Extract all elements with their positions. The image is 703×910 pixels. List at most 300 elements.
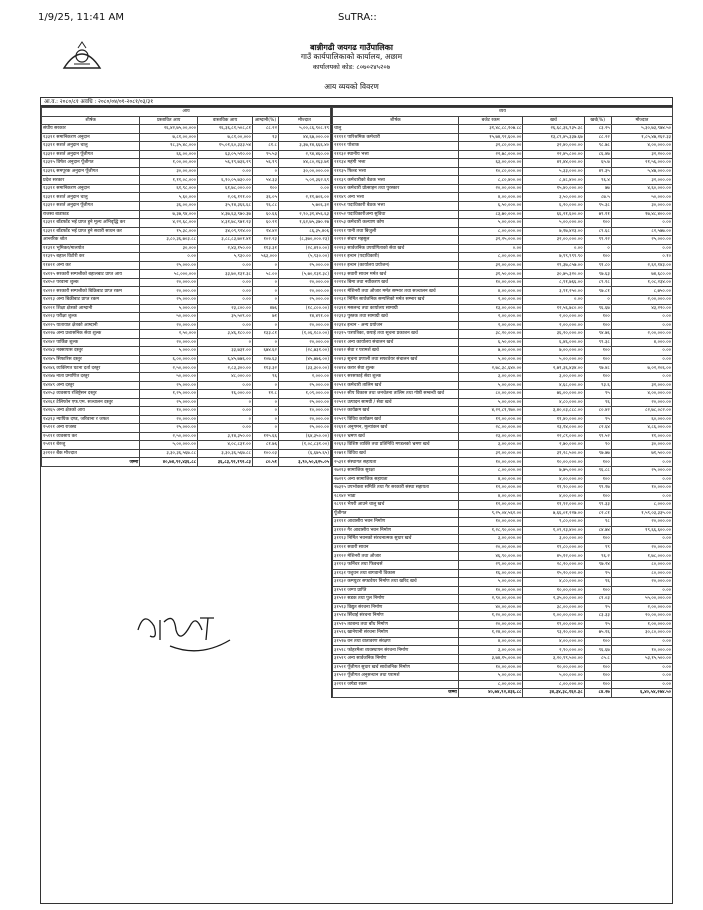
row-value: ९६.६७ (584, 646, 611, 655)
row-value: २,०६,१२१.०० (198, 193, 253, 202)
row-title: ३११२२ मेशिनरी तथा औजार (333, 552, 459, 561)
table-row (333, 364, 673, 373)
row-value: २,००,०००.०० (458, 313, 523, 322)
row-value: १२,५६,७८०.०० (523, 304, 584, 313)
row-value: २,५०,०००.०० (140, 432, 198, 441)
table-row (333, 518, 673, 527)
row-value: ८२.८१ (584, 509, 611, 518)
table-row (333, 441, 673, 450)
row-title: २२३१३ पुस्तक तथा सामाग्री खर्च (333, 313, 459, 322)
row-value: ० (252, 415, 278, 424)
row-title: २७२१९ अन्य सामाजिक सहायता (333, 475, 459, 484)
row-value: ३,३७,१४,६६६.४० (278, 142, 330, 151)
row-value: ८,००,०००.०० (458, 466, 523, 475)
row-value: १०२.२३ (252, 236, 278, 245)
row-value: ३०,००० (140, 244, 198, 253)
office-code: कार्यालयको कोड: ८०७०२४५२०७ (312, 63, 391, 71)
row-value: ८५.८ (584, 655, 611, 664)
table-row (42, 210, 331, 219)
row-value: ७९.११ (584, 210, 611, 219)
row-value: (८,३७०,०००.२३) (278, 236, 330, 245)
table-row (42, 432, 331, 441)
row-title: २११५३ कर्मचारी कल्याण कोष (333, 219, 459, 228)
row-value: ७४,६८०.०० (611, 270, 672, 279)
row-value: ३,००,०००.०० (458, 646, 523, 655)
row-value: ३६.०५ (252, 193, 278, 202)
row-value: ०.०० (523, 244, 584, 253)
row-title: पूँजीगत (333, 509, 459, 518)
row-value: ५,००,०००.०० (523, 355, 584, 364)
signature (130, 600, 240, 660)
row-value: (६,६७५.६५) (278, 449, 330, 458)
row-value: ७,८१,००,००० (140, 133, 198, 142)
row-value: (५,९३०.००) (278, 253, 330, 262)
row-value: ०.०० (611, 663, 672, 672)
table-row (42, 415, 331, 424)
table-row (333, 355, 673, 364)
row-title: २२४१९ सरसफाई सेवा शुल्क (333, 372, 459, 381)
row-title: १४२४५ सिफारिस दस्तुर (42, 355, 140, 364)
table-row (333, 304, 673, 313)
row-value: १२.८ (252, 390, 278, 399)
row-title: २७२१३ सामाजिक सुरक्षा (333, 466, 459, 475)
row-value: १३,८९,४५,३३७.६७ (523, 133, 584, 142)
row-value: ८०,०००.०० (611, 560, 672, 569)
row-value: २०,०००.०० (611, 543, 672, 552)
row-value: (३३,३००.००) (278, 364, 330, 373)
row-title: २२२१३ सार्वजनिक उपयोगिताको सेवा खर्च (333, 244, 459, 253)
table-row (333, 458, 673, 467)
row-value: ८२,५७७.०० (611, 227, 672, 236)
table-row (333, 150, 673, 159)
row-value: ९७.२४ (584, 560, 611, 569)
row-value: ० (252, 261, 278, 270)
row-value: ११,०००.०० (611, 432, 672, 441)
row-value: ९५ (584, 415, 611, 424)
row-value: २५,०००.०० (140, 296, 198, 305)
fiscal-year: आ.व.: २०८०/८१ अवधि : २०८०/०४/०१-२०८१/०३/३१ (40, 97, 673, 106)
row-value: ३३,७०,१३१.३८ (198, 270, 253, 279)
row-value: ३०,००,०००.०० (278, 167, 330, 176)
row-title: २२५२९ विविध कार्यक्रम खर्च (333, 415, 459, 424)
table-row (42, 424, 331, 433)
row-title: ३१५१९ अन्य सार्वजनिक निर्माण (333, 655, 459, 664)
row-title: २११३४ महंगी भत्ता (333, 159, 459, 168)
row-value: ९७.६३ (584, 270, 611, 279)
row-value: २०,०००.०० (611, 578, 672, 587)
row-title: १३३११ बाँडफाँड भई प्राप्त हुने मूल्य अभिवृद्धि कर (42, 219, 140, 228)
row-value: १०० (584, 372, 611, 381)
row-title: २११४१ कर्मचारी प्रोत्साहन तथा पुरस्कार (333, 184, 459, 193)
row-value: २,००,०००.०० (523, 313, 584, 322)
row-value: ० (198, 415, 253, 424)
row-value: ०.०० (198, 261, 253, 270)
row-value: १२,००,०००.०० (458, 415, 523, 424)
table-row (333, 159, 673, 168)
row-value: ९६.८८ (252, 202, 278, 211)
row-title: २२३१४ इन्धन - अन्य प्रयोजन (333, 321, 459, 330)
row-value: ८३,७०,०००.०० (458, 210, 523, 219)
row-value: ५६३,००० (252, 253, 278, 262)
row-value: ९६ (252, 372, 278, 381)
table-row (333, 261, 673, 270)
row-title: १४२४३ नक्सापास दस्तुर (42, 347, 140, 356)
row-value: ९९.१७ (584, 484, 611, 493)
table-row (333, 219, 673, 228)
row-value: २,९०,०००.०० (523, 646, 584, 655)
table-row (333, 569, 673, 578)
row-value: ४३,२२०.०० (611, 304, 672, 313)
row-value: २०,०००.०० (278, 321, 330, 330)
row-value: २९,३७,८५७.०० (523, 261, 584, 270)
row-value: १५,४०,०००.०० (523, 184, 584, 193)
income-header-row (42, 116, 331, 125)
row-value: ८,७५०.०० (611, 287, 672, 296)
row-title: २२४१४ करार सेवा शुल्क (333, 364, 459, 373)
row-value: ५,०००.०० (140, 304, 198, 313)
row-value: २०,०००.०० (278, 415, 330, 424)
row-value: ०.१० (611, 253, 672, 262)
row-title: ११३११ भूमिकर/मालपोत (42, 244, 140, 253)
expense-table (332, 107, 673, 698)
row-value: ८३.३३ (584, 612, 611, 621)
row-value: ८१.८ (252, 142, 278, 151)
row-value: ३,७४,१५,०००.०० (458, 655, 523, 664)
row-value: ९९.५२ (584, 432, 611, 441)
table-row (42, 372, 331, 381)
row-value: ४४,८०,२६३.७१ (278, 159, 330, 168)
table-row (42, 227, 331, 236)
row-title: २११५२ पदाधिकारीअन्य सुविधा (333, 210, 459, 219)
table-row (42, 133, 331, 142)
row-value: ० (252, 338, 278, 347)
row-title: ३१५१६ खानेपानी संरचना निर्माण (333, 629, 459, 638)
row-value: ३५,१४,३६६.६८ (198, 202, 253, 211)
table-row (42, 347, 331, 356)
row-value: ०.०० (278, 184, 330, 193)
row-value: २०,०००.०० (140, 287, 198, 296)
row-value: ३६,२०,०००.०० (523, 330, 584, 339)
row-title: १३३११ बाँडफाँड भई प्राप्त हुने सवारी साधन कर (42, 227, 140, 236)
row-title: संघीय सरकार (42, 125, 140, 134)
row-value: ०.०० (523, 296, 584, 305)
row-value: १०० (584, 492, 611, 501)
row-value: ८०,०००.०० (611, 569, 672, 578)
row-value: १०० (584, 680, 611, 689)
row-title: ११४२१ अन्य कर (42, 261, 140, 270)
row-value: २५,०००.०० (611, 236, 672, 245)
row-value: ७,३७,९४,००० (140, 210, 198, 219)
row-value: ० (252, 296, 278, 305)
row-value: २,६२,१४३.०० (611, 261, 672, 270)
row-value: ११,९०,०००.०० (523, 484, 584, 493)
row-value: ०.०० (611, 586, 672, 595)
table-row (333, 296, 673, 305)
row-title: २२५११ कर्मचारी तालिम खर्च (333, 381, 459, 390)
row-value: ९५ (584, 390, 611, 399)
row-title: राजस्व बाडफाड (42, 210, 140, 219)
expense-body (333, 125, 673, 698)
table-row (333, 586, 673, 595)
income-col-header: वास्तविक आय (198, 116, 253, 125)
row-value: ८०.४२ (584, 407, 611, 416)
row-value: ११,४०,०००.०० (523, 415, 584, 424)
row-title: १४२४६ व्यक्तिगत घटना दर्ता दस्तुर (42, 364, 140, 373)
row-title: २११३२ स्थानीय भत्ता (333, 150, 459, 159)
row-title: १४२५३ व्यवसाय रजिष्ट्रेसन दस्तुर (42, 390, 140, 399)
row-title: २२२३१ निर्मित सार्वजनिक सम्पत्तिको मर्मत सम्भार खर्च (333, 296, 459, 305)
table-row (42, 364, 331, 373)
row-value: २,००,०००.०० (458, 296, 523, 305)
row-value: ५,००,०००.०० (458, 578, 523, 587)
row-value: १०,००,०००.०० (458, 663, 523, 672)
row-value: १०० (584, 586, 611, 595)
row-value: ९५ (584, 603, 611, 612)
row-title: १४११५ सरकारी सम्पत्तीको बहालबाट प्राप्त आय (42, 270, 140, 279)
row-value: ४१,४४,०००.०० (523, 159, 584, 168)
row-value: ३२,००,०००.०० (458, 261, 523, 270)
row-value: २५,०००.०० (278, 424, 330, 433)
total-value: ६,४०,५४,२७४.५० (611, 689, 672, 698)
row-value: १,०९,०००.०० (278, 390, 330, 399)
row-value: ५,९३०.०० (198, 253, 253, 262)
row-value: २५,०००.०० (140, 398, 198, 407)
row-value: २,००,०००.०० (611, 603, 672, 612)
row-value: ० (584, 296, 611, 305)
table-row (42, 202, 331, 211)
row-value: ६१,९८,००० (140, 184, 198, 193)
row-value: १०,००,०००.०० (458, 278, 523, 287)
table-row (333, 184, 673, 193)
row-value: ४,८०,०००.०० (523, 578, 584, 587)
row-title: १३३११ सशर्त अनुदान चालु (42, 142, 140, 151)
row-value: ३,३०,३६,५६७.८८ (140, 449, 198, 458)
row-value: ५,३०,७३,९७४.५० (611, 125, 672, 134)
table-row (333, 338, 673, 347)
row-value: २,०००.०० (278, 372, 330, 381)
row-value: २,००,०००.०० (611, 330, 672, 339)
row-title: २२२११ इन्धन (पदाधिकारी) (333, 253, 459, 262)
row-title: १४२६५ अन्य क्षेत्रको आय (42, 407, 140, 416)
row-value: २९,००,०००.०० (458, 560, 523, 569)
income-panel (41, 107, 331, 467)
row-value: २६,४२,७५,००,००० (140, 125, 198, 134)
row-value: २८,२०,०००.०० (523, 560, 584, 569)
total-value: ४०,७४,९२,४३६.८८ (140, 458, 198, 467)
row-value: १५,२०,०००.०० (523, 569, 584, 578)
row-value: १,७८,०००.०० (611, 552, 672, 561)
row-value: ४,८०,०००.०० (523, 398, 584, 407)
row-title: चालु (333, 125, 459, 134)
row-value: २६,६८,३६,९३५.३८ (523, 125, 584, 134)
row-value: ३१,२८,५००.०० (523, 449, 584, 458)
row-value: २,७८,३८,६४०.०० (458, 364, 523, 373)
row-title: १४१५२ परवाना शुल्क (42, 278, 140, 287)
row-title: २२२१२ इन्धन (कार्यालय प्रयोजन) (333, 261, 459, 270)
row-value: ९६.२ (584, 552, 611, 561)
row-value: २,५०,००० (140, 330, 198, 339)
row-value: ५६,१९,७३६.२९ (198, 159, 253, 168)
row-value: ०.०० (198, 287, 253, 296)
row-title: आन्तरिक श्रोत (42, 236, 140, 245)
row-value: २०,०००.०० (140, 415, 198, 424)
row-value: ० (198, 398, 253, 407)
row-title: २२६१३ विशिष्ट व्यक्ति तथा प्रतिनिधि मण्डलको भ्रमण खर्च (333, 441, 459, 450)
row-value: ९३.६ (584, 381, 611, 390)
row-title: १४२४९ अन्य दस्तुर (42, 381, 140, 390)
row-value: ९५ (584, 620, 611, 629)
row-title: २२२१४ बिमा तथा नवीकरण खर्च (333, 278, 459, 287)
row-value: २८,००,०००.०० (458, 424, 523, 433)
row-value: ३३,७३१.०० (198, 347, 253, 356)
table-row (333, 270, 673, 279)
row-value: १,२५,०००.०० (140, 390, 198, 399)
row-value: १०० (584, 535, 611, 544)
row-value: १,२८,९०,०००.०० (458, 526, 523, 535)
row-value: ५८,०००,००० (140, 270, 198, 279)
row-title: १३३११ सशर्त अनुदान चालु (42, 193, 140, 202)
row-value: ८६,३५,४०६ (278, 227, 330, 236)
row-title: १४२१२ सरकारी सम्पत्तीको बिक्रिबाट प्राप्त रकम (42, 287, 140, 296)
row-value: ८१.०३ (584, 595, 611, 604)
row-value: ५,३३,०००.०० (523, 167, 584, 176)
row-value: ५०,०००.०० (140, 372, 198, 381)
table-row (333, 390, 673, 399)
total-value: ४०,७४,९२,४३६.८८ (458, 689, 523, 698)
row-value: २०,०००.०० (140, 278, 198, 287)
row-value: ०.०० (611, 680, 672, 689)
row-value: ४,६८,०००.०० (523, 381, 584, 390)
row-title: ३२१२२ बैंक मौज्दात (42, 449, 140, 458)
row-value: २,९४,४६०.०० (278, 150, 330, 159)
row-value: १४.४२ (252, 227, 278, 236)
row-value: ४,८६,०००.०० (611, 424, 672, 433)
row-value: १०,०००.०० (278, 407, 330, 416)
row-title: १५१२१ अन्य राजस्व (42, 424, 140, 433)
row-title: २११३५ फिल्ड भत्ता (333, 167, 459, 176)
row-value: ९९.२२ (584, 236, 611, 245)
row-value: २०,०००.०० (140, 321, 198, 330)
row-title: ३१५११ जग्गा प्राप्ति (333, 586, 459, 595)
row-value: ८९.६८ (584, 227, 611, 236)
row-value: १०,००,०००.०० (458, 458, 523, 467)
row-value: १३ (252, 133, 278, 142)
row-title: १३३१२ सशर्त अनुदान पूँजीगत (42, 202, 140, 211)
row-value: ११३.३१ (252, 244, 278, 253)
row-value: २६,३६,८१,५०८,८१ (198, 125, 253, 134)
row-value: ३,४०,०३,८८८.०० (523, 407, 584, 416)
row-title: ३१५२२ पूँजीगत अनुसन्धान तथा परामर्श (333, 672, 459, 681)
table-row (333, 535, 673, 544)
row-value: ० (198, 338, 253, 347)
row-value: ३०,०००.०० (611, 441, 672, 450)
row-value: (६४,३५०.००) (278, 432, 330, 441)
total-value: ३६,८३,९२,१९२.८३ (198, 458, 253, 467)
row-value: ९३,२०,०००.०० (523, 629, 584, 638)
row-value: ४,००,०००.०० (523, 475, 584, 484)
row-value: (४५,७७६.००) (278, 355, 330, 364)
row-value: ५,००,०००.०० (140, 441, 198, 450)
print-datetime: 1/9/25, 11:41 AM (38, 12, 125, 23)
row-value: ८६.४७ (584, 150, 611, 159)
row-value: ७१ (252, 313, 278, 322)
row-value: १२,००,०००.०० (458, 484, 523, 493)
table-row (333, 176, 673, 185)
row-value: ३१,५०,०००.०० (458, 270, 523, 279)
row-value: १०० (584, 475, 611, 484)
row-value: ६०.२१ (252, 219, 278, 228)
row-value: ८९.१८ (584, 278, 611, 287)
row-value: २,००,०००.०० (523, 321, 584, 330)
row-title: ३१११२ गैर आवासीय भवन निर्माण (333, 526, 459, 535)
row-value: १०,००,०००.०० (523, 663, 584, 672)
row-value: २५,०००.०० (278, 381, 330, 390)
expense-col-header: खर्च (523, 116, 584, 125)
row-value: ३,४६,१८०.०० (198, 330, 253, 339)
row-value: (१,०६,१८०.००) (278, 330, 330, 339)
row-value: ७६,००,०००.०० (523, 390, 584, 399)
row-value: ०.०० (198, 296, 253, 305)
row-value: ७,८१,००,००० (198, 133, 253, 142)
row-value: ३,००,०००.०० (458, 535, 523, 544)
row-value: २०,००,०००.०० (458, 620, 523, 629)
table-row (333, 646, 673, 655)
row-title: ३१५१४ सिँचाई संरचना निर्माण (333, 612, 459, 621)
row-value: ८८.२२ (252, 125, 278, 134)
table-row (333, 330, 673, 339)
row-value: १,२०,००,०००.०० (458, 612, 523, 621)
row-value: २०,०००.०० (278, 338, 330, 347)
row-value: ०.०० (611, 535, 672, 544)
row-title: २२२२१ मेशिनरी तथा औजार मर्मत सम्भार तथा सञ्चालन खर्च (333, 287, 459, 296)
row-value: ५०,०००.०० (140, 313, 198, 322)
row-value: ८,४८,४००.०० (523, 176, 584, 185)
row-value: ५,०२,३६२.६९ (278, 176, 330, 185)
row-value: ८४.७४ (584, 526, 611, 535)
row-value: २,३५,००,०००.०० (523, 595, 584, 604)
row-title: ११३१५ बहाल विटौरी कर (42, 253, 140, 262)
row-value: ८,००,०००.०० (458, 680, 523, 689)
row-value: ०.०० (198, 278, 253, 287)
row-value: १५,७४,९२,६००.०० (458, 133, 523, 142)
table-row (333, 415, 673, 424)
table-row (42, 125, 331, 134)
row-value: ५,००,०००.०० (458, 398, 523, 407)
row-value: ० (252, 167, 278, 176)
row-value: ३२,८०,०००.०० (458, 142, 523, 151)
row-value: ६०,०००.०० (611, 415, 672, 424)
table-row (333, 637, 673, 646)
table-row (333, 475, 673, 484)
row-value: ३१,४८,८८,१०७.८८ (458, 125, 523, 134)
table-row (333, 398, 673, 407)
table-row (333, 432, 673, 441)
row-value: १०० (584, 458, 611, 467)
row-value: ४,००,०००.०० (523, 492, 584, 501)
row-value: २५,०००.०० (611, 466, 672, 475)
row-value: ७,६६,०१,२२७.०० (523, 509, 584, 518)
row-value: ५,००,८६,९०८.१९ (278, 125, 330, 134)
row-value: ३८,००,०००.०० (523, 603, 584, 612)
row-value: ७,००,०००.०० (458, 347, 523, 356)
row-title: १४२२१ शिक्षा क्षेत्रको आम्दानी (42, 304, 140, 313)
row-value: (१,०८,८३१.००) (278, 441, 330, 450)
income-body (42, 125, 331, 467)
table-row (42, 304, 331, 313)
row-value: ४,००,०००.०० (611, 142, 672, 151)
row-title: ३१५२१ पूँजीगत सुधार खर्च सार्वजनिक निर्माण (333, 663, 459, 672)
row-value: १०,००,०००.०० (523, 586, 584, 595)
